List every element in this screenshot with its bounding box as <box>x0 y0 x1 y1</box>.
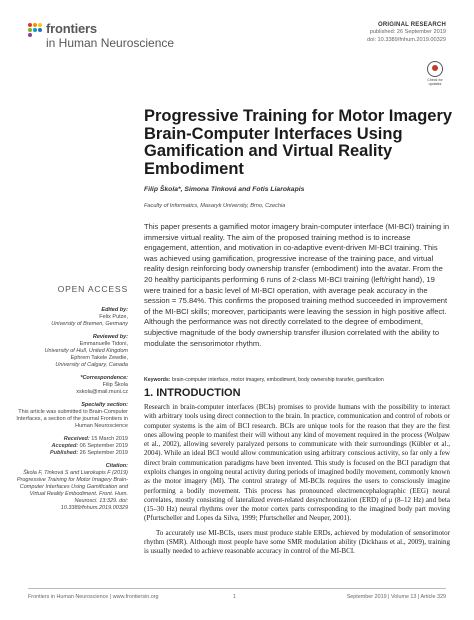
keywords-label: Keywords: <box>144 377 171 383</box>
reviewer-name: Ephrem Takele Zewdie, <box>70 355 128 361</box>
intro-paragraph: To accurately use MI-BCIs, users must produce stable ERDs, achieved by modulation of sensorimotor rhythm (SMR). Although most people have some SMR modulation ability (Dickhaus et al., 2009), training is usually needed to achieve reasonable accuracy in control of the MI-BCI. <box>144 528 450 556</box>
article-info-sidebar <box>14 307 128 512</box>
journal-logo[interactable] <box>28 22 174 49</box>
published-date: 26 September 2019 <box>79 450 128 456</box>
brand-name: frontiers <box>46 21 97 36</box>
accepted-date: 06 September 2019 <box>79 443 128 449</box>
article-dates <box>14 436 128 457</box>
accepted-label: Accepted: <box>51 443 79 449</box>
frontiers-logo-icon <box>28 23 42 37</box>
article-meta <box>367 22 446 44</box>
specialty-section-text: This article was submitted to Brain-Computer Interfaces, a section of the journal Frontiers in Human Neuroscience <box>16 409 128 429</box>
check-for-updates-badge[interactable] <box>426 61 444 86</box>
edited-by-label: Edited by: <box>101 307 128 313</box>
published-label: Published: <box>50 450 79 456</box>
intro-paragraph: Research in brain-computer interfaces (BCIs) promises to provide humans with the possibility to interact with arbitrary tools using direct connection to the brain. In practice, communication and control of robots or computer systems is the aim of BCI research. BCIs are unique tools for the reason that they are the first ones allowing people to manifest their will without any kind of movement required in the process (Wolpaw et al., 2002), allowing severely paralyzed persons to communicate with their surroundings (Kübler et al., 2004). While an ideal BCI would allow communication using arbitrary conscious activity, so far only a few direct brain communication paradigms have been invented. This study is focused on the BCI paradigm that exploits changes in ongoing neural activity during periods of imagined bodily movement, commonly known as the motor imagery (MI). The control strategy of MI-BCIs requires the users to consciously imagine performing a bodily movement. This process has pronounced electroencephalographic (EEG) neural correlates, mostly consisting of lateralized event-related desynchronization (ERD) of μ (8–12 Hz) and beta (15–30 Hz) neural rhythms over the motor cortex parts corresponding to the imagined body part moving (Pfurtscheller and Lopes da Silva, 1999; Pfurtscheller and Neuper, 2001). <box>144 403 450 523</box>
editor-name: Felix Putze, <box>99 314 128 320</box>
specialty-section-label: Specialty section: <box>81 402 128 408</box>
editor-affiliation: University of Bremen, Germany <box>51 321 128 327</box>
published-line: published: 26 September 2019 <box>369 29 446 36</box>
correspondence-label: *Correspondence: <box>80 375 128 381</box>
abstract: This paper presents a gamified motor imagery brain-computer interface (MI-BCI) training in immersive virtual reality. The aim of the proposed training method is to increase engagement, attention, and motivation in co-adaptive event-driven MI-BCI training. This was achieved using gamification, progressive increase of the training pace, and virtual reality design reinforcing body ownership transfer (embodiment) into the avatar. From the 20 healthy participants performing 6 runs of 2-class MI-BCI training (left/right hand), 19 were trained for a basic level of MI-BCI operation, with average peak accuracy in the session = 75.84%. This confirms the proposed training method succeeded in improvement of the MI-BCI skills; moreover, participants were leaving the session in high positive affect. Although the performance was not directly correlated to the degree of embodiment, subjective magnitude of the body ownership transfer illusion correlated with the ability to modulate the sensorimotor rhythm. <box>144 222 450 348</box>
article-title: Progressive Training for Motor Imagery Brain-Computer Interfaces Using Gamification and Virtual Reality Embodiment <box>144 107 453 178</box>
reviewed-by-label: Reviewed by: <box>92 334 128 340</box>
reviewer-affiliation: University of Hull, United Kingdom <box>44 348 128 354</box>
open-access-label: OPEN ACCESS <box>57 284 128 294</box>
article-type: ORIGINAL RESEARCH <box>378 22 446 28</box>
citation-text: Škola F, Tinková S and Liarokapis F (2019) Progressive Training for Motor Imagery Brain-Computer Interfaces Using Gamification and Virtual Reality Embodiment. Front. Hum. Neurosci. 13:329. doi: 10.3389/fnhum.2019.00329 <box>16 470 128 511</box>
check-updates-icon <box>427 61 443 77</box>
correspondence-name: Filip Škola <box>102 382 128 388</box>
reviewer-affiliation: University of Calgary, Canada <box>55 362 128 368</box>
received-label: Received: <box>63 436 90 442</box>
correspondence-email[interactable]: xskola@mail.muni.cz <box>76 389 128 395</box>
footer-journal-link[interactable]: Frontiers in Human Neuroscience | www.frontiersin.org <box>28 594 159 600</box>
page-number: 1 <box>233 594 236 600</box>
section-heading-introduction: 1. INTRODUCTION <box>144 387 241 399</box>
footer-issue-info: September 2019 | Volume 13 | Article 329 <box>346 594 446 600</box>
journal-name: in Human Neuroscience <box>46 36 175 50</box>
author-list[interactable]: Filip Škola*, Simona Tinková and Fotis Liarokapis <box>144 186 305 193</box>
citation-label: Citation: <box>105 463 128 469</box>
check-updates-label: Check for updates <box>427 78 443 86</box>
reviewer-name: Emmanuelle Tidoni, <box>79 341 128 347</box>
keywords-text: brain-computer interface, motor imagery, embodiment, body ownership transfer, gamification <box>171 377 384 383</box>
page-footer <box>28 588 446 600</box>
doi-link[interactable]: doi: 10.3389/fnhum.2019.00329 <box>366 36 446 43</box>
keywords <box>144 377 450 383</box>
introduction-body <box>144 403 450 557</box>
affiliation: Faculty of Informatics, Masaryk University, Brno, Czechia <box>144 203 286 209</box>
received-date: 15 March 2019 <box>91 436 128 442</box>
